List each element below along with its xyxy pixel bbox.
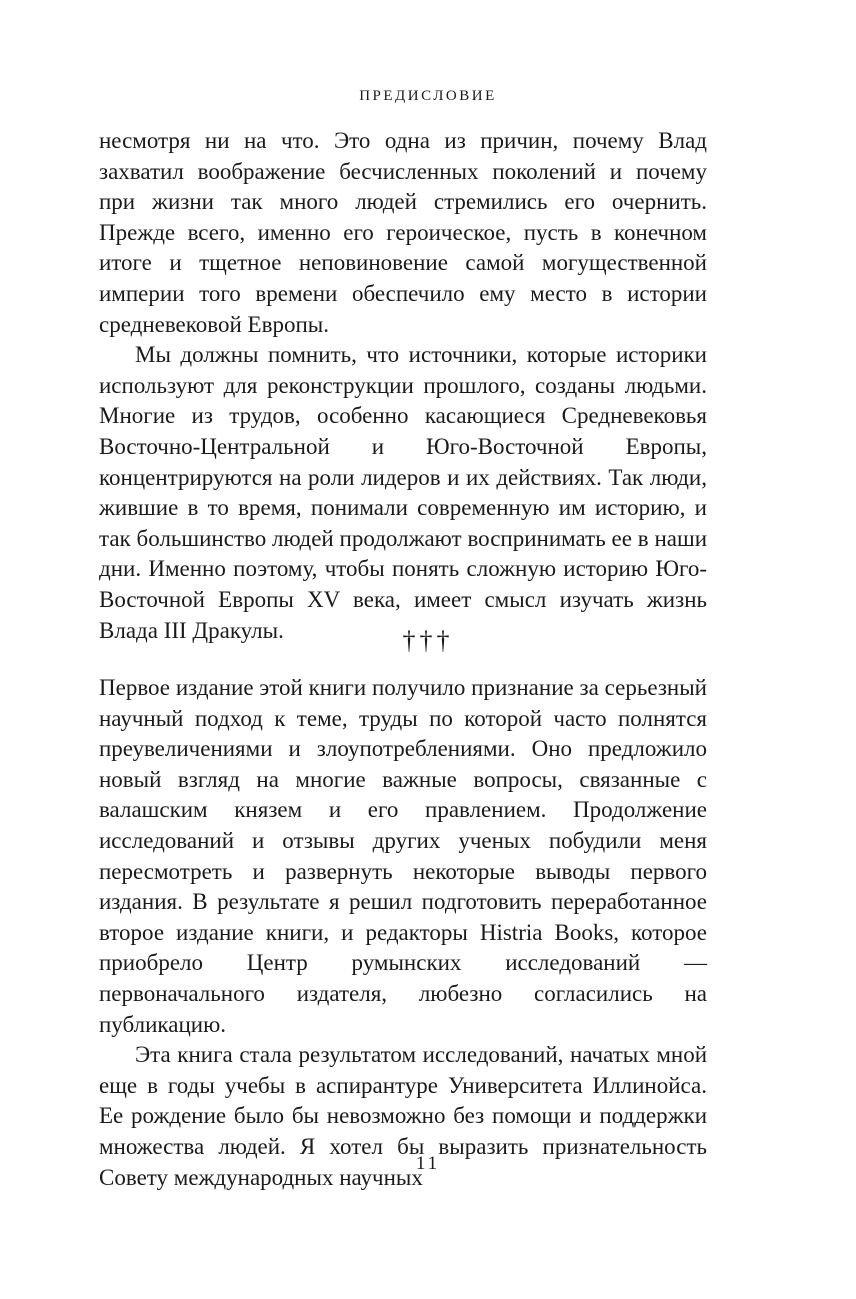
paragraph-continuation: несмотря ни на что. Это одна из причин, почему Влад захватил воображение бесчисленных поколений и почему при жизни так много людей стремились его очернить. Прежде всего, именно его героическое, пусть в конечном итоге и тщетное неповиновение самой могущественной империи того времени обеспечило ему место в истории средневековой Европы.	[99, 128, 707, 337]
running-head-title: ПРЕДИСЛОВИЕ	[359, 88, 497, 104]
text-section-1	[99, 126, 707, 646]
paragraph-first: Первое издание этой книги получило признание за серьезный научный подход к теме, труды по которой часто полнятся преувеличениями и злоупотреблениями. Оно предложило новый взгляд на многие важные вопросы, связанные с валашским князем и его правлением. Продолжение исследований и отзывы других ученых побудили меня пересмотреть и развернуть некоторые выводы первого издания. В результате я решил подготовить переработанное второе издание книги, и редакторы Histria Books, которое приобрело Центр румынских исследований — первоначального издателя, любезно согласились на публикацию.	[99, 675, 707, 1037]
paragraph: Эта книга стала результатом исследований, начатых мной еще в годы учебы в аспирантуре Университета Иллинойса. Ее рождение было бы невозможно без помощи и поддержки множества людей. Я хотел бы выразить признательность Совету международных научных	[99, 1042, 707, 1190]
paragraph: Мы должны помнить, что источники, которые историки используют для реконструкции прошлого, созданы людьми. Многие из трудов, особенно касающиеся Средневековья Восточно-Центральной и Юго-Восточной Европы, концентрируются на роли лидеров и их действиях. Так люди, жившие в то время, понимали современную им историю, и так большинство людей продолжают воспринимать ее в наши дни. Именно поэтому, чтобы понять сложную историю Юго-Восточной Европы XV века, имеет смысл изучать жизнь Влада III Дракулы.	[99, 342, 707, 643]
section-divider-crosses: †††	[402, 626, 454, 655]
page-number: 11	[415, 1153, 441, 1174]
text-section-2	[99, 673, 707, 1193]
